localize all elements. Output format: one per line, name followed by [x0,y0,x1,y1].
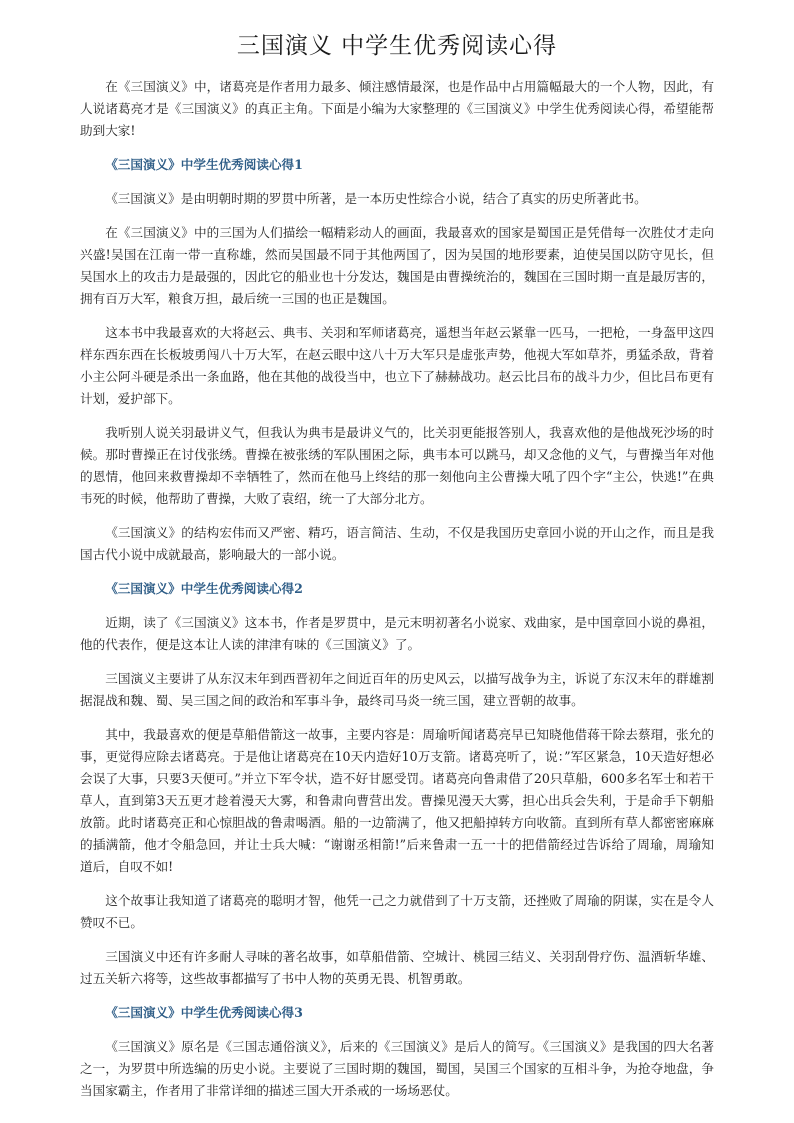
page-title: 三国演义 中学生优秀阅读心得 [236,33,558,59]
paragraph: 我听别人说关羽最讲义气，但我认为典韦是最讲义气的，比关羽更能报答别人，我喜欢他的是他战死沙场的时候。那时曹操正在讨伐张绣。曹操在被张绣的军队围困之际，典韦本可以跳马，却又念他的义气，与曹操当年对他的恩情，他回来救曹操却不幸牺牲了，然而在他马上终结的那一刻他向主公曹操大吼了四个字“主公，快逃!”在典韦死的时候，他帮助了曹操，大败了袁绍，统一了大部分北方。 [80,425,714,506]
paragraph: 三国演义中还有许多耐人寻味的著名故事，如草船借箭、空城计、桃园三结义、关羽刮骨疗伤、温酒斩华雄、过五关斩六将等，这些故事都描写了书中人物的英勇无畏、机智勇敢。 [80,949,714,986]
paragraph: 三国演义主要讲了从东汉末年到西晋初年之间近百年的历史风云，以描写战争为主，诉说了东汉末年的群雄割据混战和魏、蜀、吴三国之间的政治和军事斗争，最终司马炎一统三国，建立晋朝的故事。 [80,671,714,708]
section-heading: 《三国演义》中学生优秀阅读心得3 [105,1005,303,1020]
paragraph: 《三国演义》是由明朝时期的罗贯中所著，是一本历史性综合小说，结合了真实的历史所著此书。 [105,191,647,206]
intro-paragraph: 在《三国演义》中，诸葛亮是作者用力最多、倾注感情最深，也是作品中占用篇幅最大的一个人物，因此，有人说诸葛亮才是《三国演义》的真正主角。下面是小编为大家整理的《三国演义》中学生优秀阅读心得，希望能帮助到大家! [80,79,714,138]
paragraph: 在《三国演义》中的三国为人们描绘一幅精彩动人的画面，我最喜欢的国家是蜀国正是凭借每一次胜仗才走向兴盛!吴国在江南一带一直称雄，然而吴国最不同于其他两国了，因为吴国的地形要素，迫使吴国以防守见长，但吴国水上的攻击力是最强的，因此它的船业也十分发达，魏国是由曹操统治的，魏国在三国时期一直是最厉害的，拥有百万大军，粮食万担，最后统一三国的也正是魏国。 [80,225,714,306]
paragraph: 这本书中我最喜欢的大将赵云、典韦、关羽和军师诸葛亮，遥想当年赵云紧靠一匹马，一把枪，一身盔甲这四样东西东西在长板坡勇闯八十万大军，在赵云眼中这八十万大军只是虚张声势，他视大军如草芥，勇猛杀敌，背着小主公阿斗硬是杀出一条血路，他在其他的战役当中，也立下了赫赫战功。赵云比吕布的战斗力少，但比吕布更有计划，爱护部下。 [80,325,714,406]
paragraph: 这个故事让我知道了诸葛亮的聪明才智，他凭一己之力就借到了十万支箭，还挫败了周瑜的阴谋，实在是令人赞叹不已。 [80,893,714,930]
section-3 [80,1002,714,1102]
paragraph: 《三国演义》原名是《三国志通俗演义》，后来的《三国演义》是后人的简写。《三国演义》是我国的四大名著之一，为罗贯中所选编的历史小说。主要说了三国时期的魏国，蜀国，吴国三个国家的互相斗争，为抢夺地盘，争当国家霸主，作者用了非常详细的描述三国大开杀戒的一场场恶仗。 [80,1039,714,1098]
section-heading: 《三国演义》中学生优秀阅读心得2 [105,581,303,596]
section-heading: 《三国演义》中学生优秀阅读心得1 [105,157,303,172]
paragraph: 《三国演义》的结构宏伟而又严密、精巧，语言简洁、生动，不仅是我国历史章回小说的开山之作，而且是我国古代小说中成就最高，影响最大的一部小说。 [80,525,714,562]
section-2 [80,578,714,990]
section-1 [80,154,714,566]
paragraph: 近期，读了《三国演义》这本书，作者是罗贯中，是元末明初著名小说家、戏曲家，是中国章回小说的鼻祖，他的代表作，便是这本让人读的津津有味的《三国演义》了。 [80,615,714,652]
paragraph: 其中，我最喜欢的便是草船借箭这一故事，主要内容是：周瑜听闻诸葛亮早已知晓他借蒋干除去蔡瑁，张允的事，更觉得应除去诸葛亮。于是他让诸葛亮在10天内造好10万支箭。诸葛亮听了，说：”军区紧急，10天造好想必会误了大事，只要3天便可。”并立下军令状，造不好甘愿受罚。诸葛亮向鲁肃借了20只草船，600多名军士和若干草人，直到第3天五更才趁着漫天大雾，和鲁肃向曹营出发。曹操见漫天大雾，担心出兵会失利，于是命手下朝船放箭。此时诸葛亮正和心惊胆战的鲁肃喝酒。船的一边箭满了，他又把船掉转方向收箭。直到所有草人都密密麻麻的插满箭，他才令船急回，并让士兵大喊：“谢谢丞相箭!”后来鲁肃一五一十的把借箭经过告诉给了周瑜，周瑜知道后，自叹不如! [80,727,714,874]
